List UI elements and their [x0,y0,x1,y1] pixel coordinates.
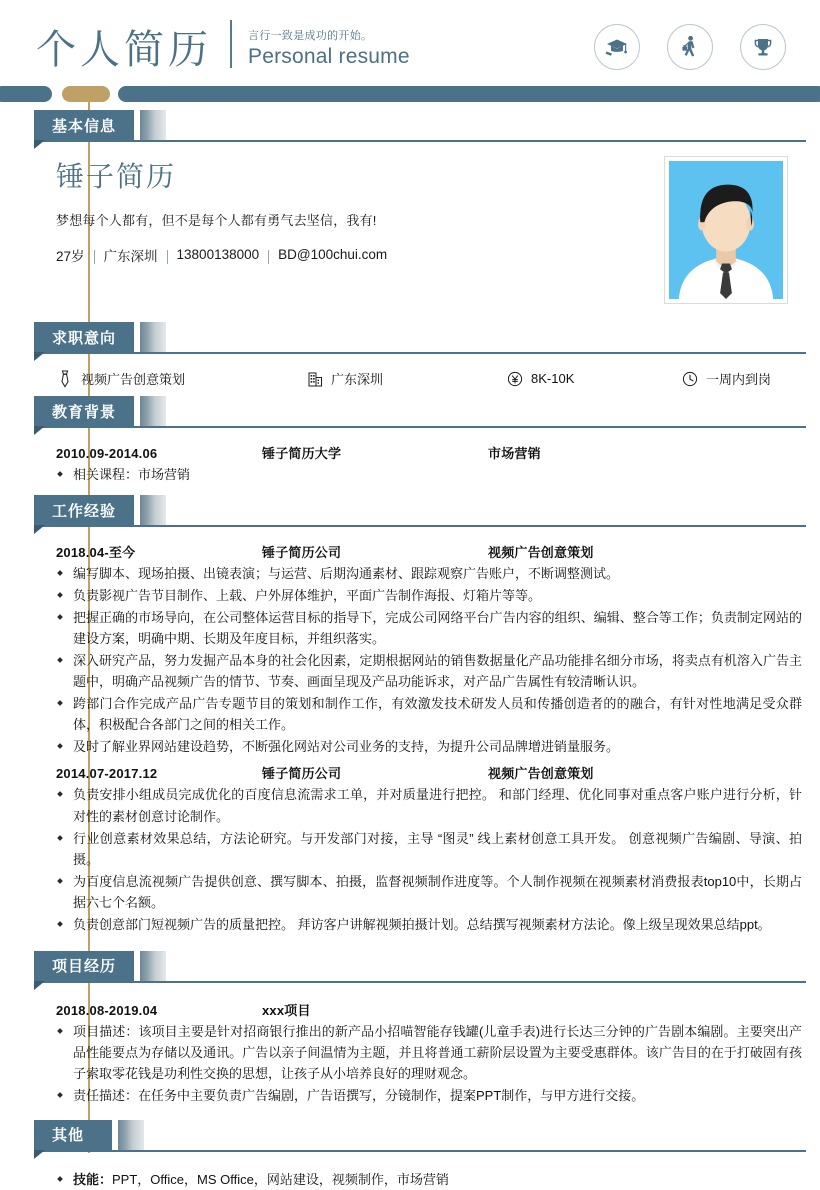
section-other [0,1118,820,1190]
project-bullets [56,1021,802,1106]
intent-position-text: 视频广告创意策划 [81,372,186,387]
building-icon [306,370,324,388]
contact-phone: 13800138000 [176,247,260,263]
intent-availability-text: 一周内到岗 [706,372,772,387]
header-icon-group [594,24,786,70]
section-education [0,394,820,485]
section-rule [34,140,806,142]
intent-availability [681,369,810,388]
education-body [0,434,820,485]
list-item: 为百度信息流视频广告提供创意、撰写脚本、拍摄，监督视频制作进度等。个人制作视频在视频素材消费报表top10中，长期占据六七个名额。 [56,871,802,913]
list-item: 负责安排小组成员完成优化的百度信息流需求工单，并对质量进行把控。 和部门经理、优化同事对重点客户账户进行分析，针对性的素材创意讨论制作。 [56,784,802,826]
section-tab-accent [140,396,166,426]
work-entry [56,542,802,757]
contact-separator [268,250,269,264]
divider-gold-pill [62,86,110,102]
header-tagline-group [248,29,410,70]
education-school: 锤子简历大学 [262,446,342,461]
work-entry-header [56,763,802,782]
work-entry-header [56,542,802,561]
list-item: 行业创意素材效果总结，方法论研究。与开发部门对接，主导 “图灵” 线上素材创意工具开发。 创意视频广告编剧、导演、拍摄。 [56,828,802,870]
section-badge-intent: 求职意向 [34,322,134,352]
clock-icon [681,370,699,388]
intent-city [306,369,506,388]
project-entry-header [56,1000,802,1019]
project-entry [56,1000,802,1106]
work-role: 视频广告创意策划 [488,766,594,782]
education-bullets [56,464,802,485]
trophy-icon [740,24,786,70]
list-item: 负责影视广告节目制作、上载、户外屏体维护，平面广告制作海报、灯箱片等等。 [56,585,802,606]
tagline-chinese: 言行一致是成功的开始。 [248,29,373,42]
work-date: 2018.04-至今 [56,545,136,561]
divider-segment-right [118,86,820,102]
section-tab-accent [140,951,166,981]
section-rule [34,525,806,527]
section-project [0,949,820,1106]
section-badge-project: 项目经历 [34,951,134,981]
title-divider [230,20,232,68]
skill-value: PPT，Office，MS Office，网站建设，视频制作，市场营销 [112,1171,449,1187]
header-divider-bar [0,86,820,102]
work-body [0,533,820,935]
section-badge-other: 其他 [34,1120,112,1150]
section-rule [34,352,806,354]
education-date: 2010.09-2014.06 [56,446,158,461]
section-badge-notch [34,525,45,534]
divider-segment-left [0,86,52,102]
contact-separator [167,250,168,264]
section-basic-info [0,108,820,320]
candidate-photo [664,156,788,304]
work-bullets [56,563,802,757]
section-header-intent [0,320,820,360]
list-item: 责任描述：在任务中主要负责广告编剧，广告语撰写，分镜制作，提案PPT制作，与甲方进行交接。 [56,1085,802,1106]
candidate-motto: 梦想每个人都有，但不是每个人都有勇气去坚信，我有! [56,212,377,228]
section-badge-notch [34,981,45,990]
section-badge-notch [34,426,45,435]
list-item [56,1169,802,1190]
section-work [0,493,820,935]
section-header-basic [0,108,820,148]
education-entry-header [56,443,802,462]
list-item: 编写脚本、现场拍摄、出镜表演；与运营、后期沟通素材、跟踪观察广告账户，不断调整测试。 [56,563,802,584]
contact-age: 27岁 [56,248,85,264]
other-bullets [56,1169,802,1190]
resume-header [0,0,820,88]
project-date: 2018.08-2019.04 [56,1002,158,1018]
intent-position [56,369,306,388]
work-company: 锤子简历公司 [262,766,342,782]
tagline-english: Personal resume [248,44,410,68]
project-body [0,989,820,1106]
work-role: 视频广告创意策划 [488,545,594,561]
contact-separator [94,250,95,264]
education-major: 市场营销 [488,446,541,461]
list-item: 及时了解业界网站建设趋势，不断强化网站对公司业务的支持，为提升公司品牌增进销量服务。 [56,736,802,757]
section-header-work [0,493,820,533]
contact-email: BD@100chui.com [278,247,388,263]
list-item: 负责创意部门短视频广告的质量把控。 拜访客户讲解视频拍摄计划。总结撰写视频素材方法论。像上级呈现效果总结ppt。 [56,914,802,935]
skill-label: 技能： [73,1171,113,1187]
other-body [0,1158,820,1190]
necktie-icon [56,370,74,388]
section-rule [34,1150,806,1152]
section-rule [34,981,806,983]
page-title: 个人简历 [36,27,212,73]
work-date: 2014.07-2017.12 [56,766,158,782]
section-badge-education: 教育背景 [34,396,134,426]
candidate-name: 锤子简历 [56,160,177,193]
section-badge-notch [34,352,45,361]
section-header-other [0,1118,820,1158]
list-item: 跨部门合作完成产品广告专题节目的策划和制作工作，有效激发技术研发人员和传播创造者的的融合，有针对性地满足受众群体，积极配合各部门之间的相关工作。 [56,693,802,735]
section-badge-basic: 基本信息 [34,110,134,140]
businessman-walking-icon [667,24,713,70]
section-badge-work: 工作经验 [34,495,134,525]
list-item: 项目描述：该项目主要是针对招商银行推出的新产品小招喵智能存钱罐(儿童手表)进行长达三分钟的广告剧本编剧。主要突出产品性能要点为存储以及通讯。广告以亲子间温情为主题，并且将普通工薪阶层设置为主要受惠群体。该广告目的在于打破固有孩子索取零花钱是功利性交换的思想，让孩子从小培养良好的理财观念。 [56,1021,802,1084]
project-name: xxx项目 [262,1002,311,1018]
work-company: 锤子简历公司 [262,545,342,561]
section-header-project [0,949,820,989]
basic-info-body [0,148,820,320]
list-item: 深入研究产品，努力发掘产品本身的社会化因素，定期根据网站的销售数据量化产品功能排名细分市场，将卖点有机溶入广告主题中，明确产品视频广告的情节、节奏、画面呈现及产品功能诉求，对产品广告属性有较清晰认识。 [56,650,802,692]
header-title-group [36,20,410,73]
photo-avatar-illustration [669,161,783,299]
section-tab-accent [140,322,166,352]
education-entry [56,443,802,485]
section-tab-accent [140,110,166,140]
work-bullets [56,784,802,934]
contact-location: 广东深圳 [103,248,158,264]
list-item: 相关课程：市场营销 [56,464,802,485]
yen-circle-icon [506,370,524,388]
list-item: 把握正确的市场导向，在公司整体运营目标的指导下，完成公司网络平台广告内容的组织、编辑、整合等工作；负责制定网站的建设方案，明确中期、长期及年度目标，并组织落实。 [56,607,802,649]
section-badge-notch [34,1150,45,1159]
section-tab-accent [118,1120,144,1150]
section-badge-notch [34,140,45,149]
intent-city-text: 广东深圳 [331,372,384,387]
intent-salary-text: 8K-10K [531,371,575,386]
work-entry [56,763,802,934]
job-intent-body [0,360,820,394]
section-tab-accent [140,495,166,525]
section-job-intent [0,320,820,394]
section-rule [34,426,806,428]
graduation-cap-icon [594,24,640,70]
section-header-education [0,394,820,434]
intent-salary [506,370,681,388]
